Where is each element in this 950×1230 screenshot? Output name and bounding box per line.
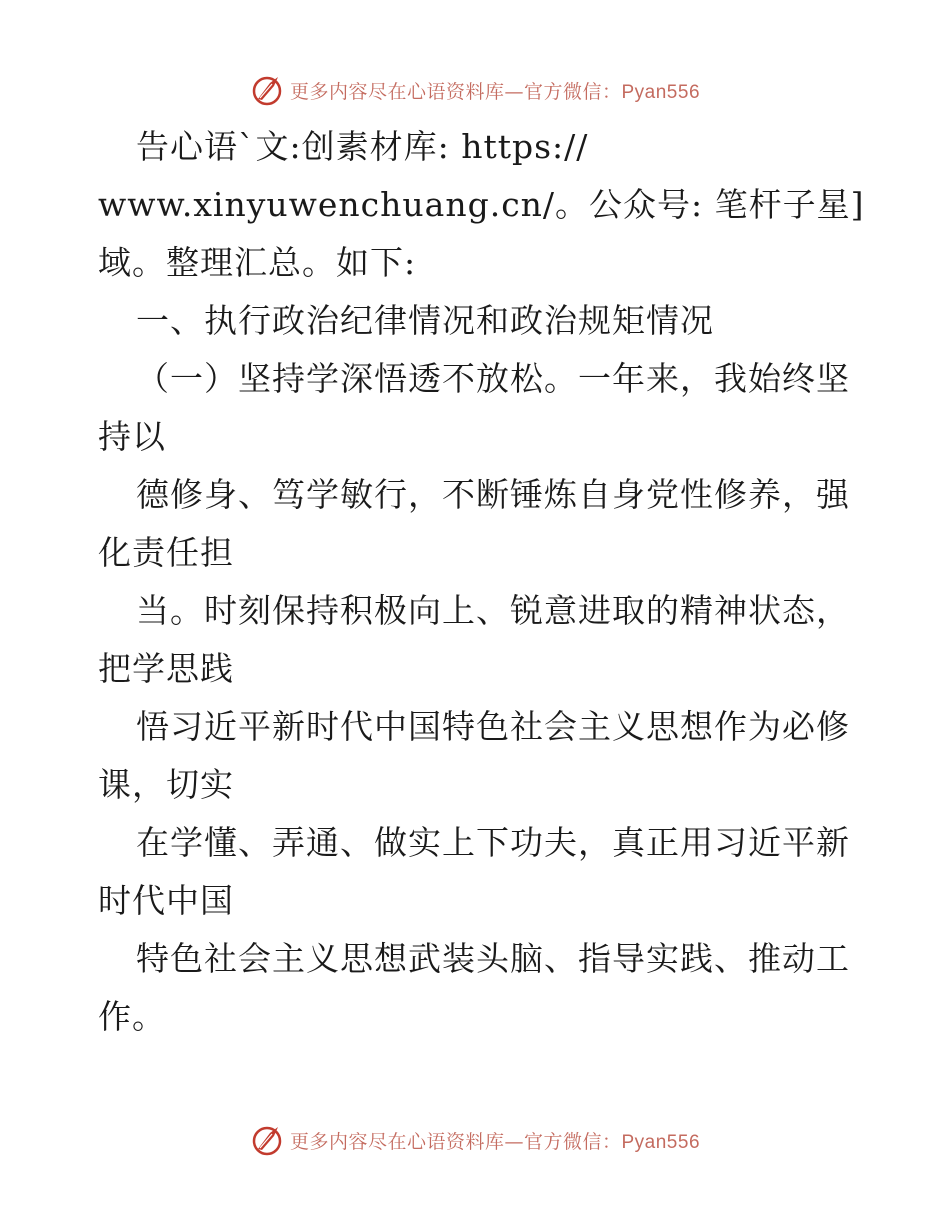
text-line: 把学思践 — [98, 649, 234, 688]
text-line: 时代中国 — [98, 881, 234, 920]
text-line: www.xinyuwenchuang.cn/。公众号: 笔杆子星] — [98, 185, 865, 224]
text-line: 在学懂、弄通、做实上下功夫，真正用习近平新 — [136, 823, 850, 862]
banner-text: 更多内容尽在心语资料库—官方微信：Pyan556 — [289, 80, 701, 103]
text-line: 域。整理汇总。如下: — [98, 243, 417, 282]
text-line: 化责任担 — [98, 533, 234, 572]
footer-banner — [0, 1120, 950, 1160]
header-banner — [0, 70, 950, 110]
text-line: 作。 — [98, 997, 166, 1036]
document-body — [98, 118, 868, 1046]
text-line: 特色社会主义思想武装头脑、指导实践、推动工 — [136, 939, 850, 978]
banner-text: 更多内容尽在心语资料库—官方微信：Pyan556 — [289, 1130, 701, 1153]
text-line: 当。时刻保持积极向上、锐意进取的精神状态， — [136, 591, 850, 630]
text-line: （一）坚持学深悟透不放松。一年来，我始终坚 — [136, 359, 850, 398]
text-line: 悟习近平新时代中国特色社会主义思想作为必修 — [136, 707, 850, 746]
section-heading: 一、执行政治纪律情况和政治规矩情况 — [136, 301, 714, 340]
text-line: 持以 — [98, 417, 166, 456]
quill-pen-logo-icon — [250, 73, 284, 107]
banner-wechat-id: Pyan556 — [621, 81, 701, 103]
text-line: 告心语`文:创素材库: https:// — [136, 127, 589, 166]
text-line: 德修身、笃学敏行，不断锤炼自身党性修养，强 — [136, 475, 850, 514]
text-line: 课，切实 — [98, 765, 234, 804]
banner-wechat-id: Pyan556 — [621, 1131, 701, 1153]
quill-pen-logo-icon — [250, 1123, 284, 1157]
